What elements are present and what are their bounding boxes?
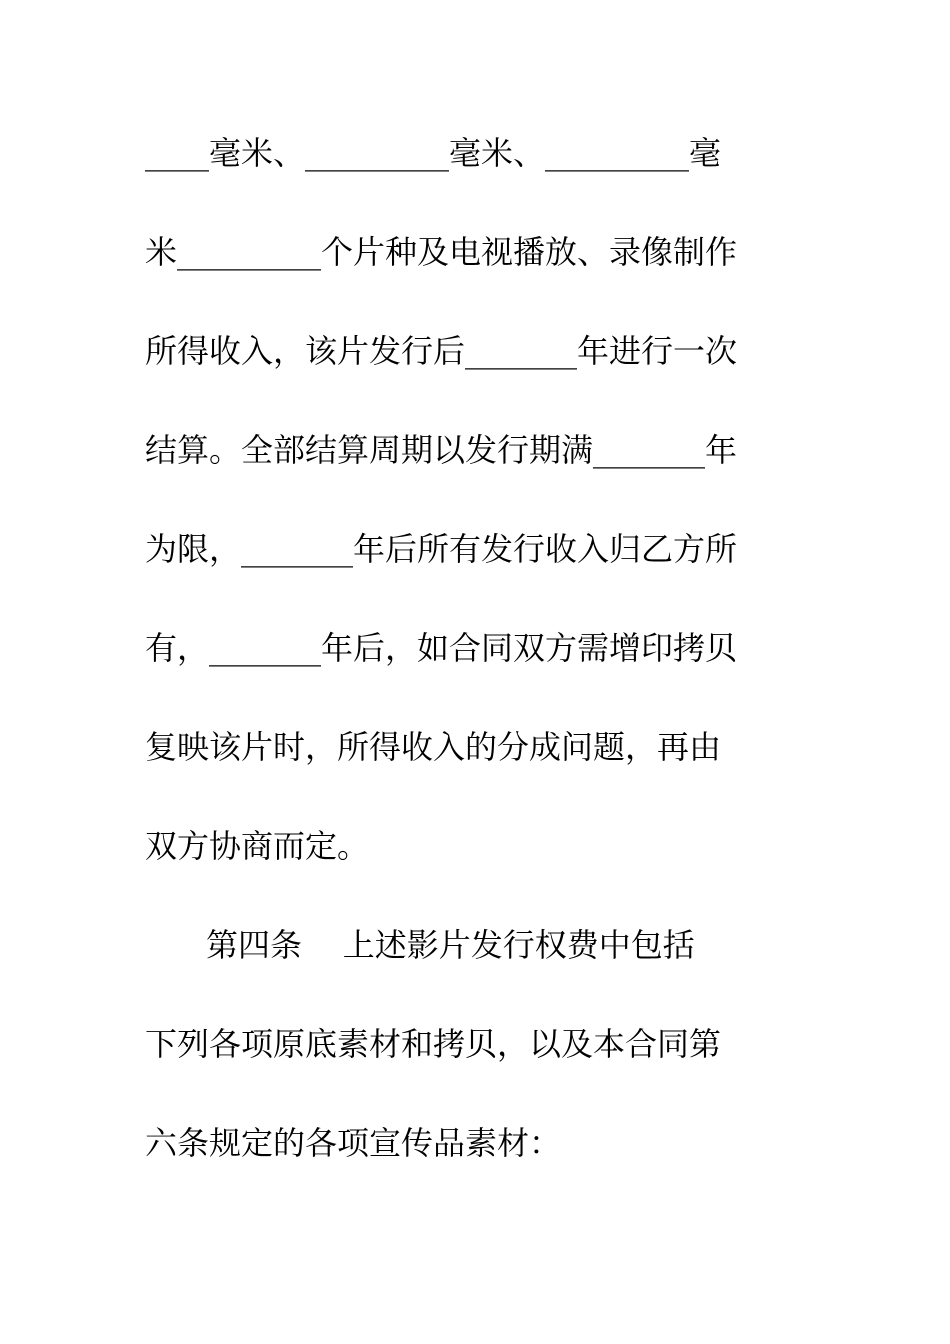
text-line: 双方协商而定。 xyxy=(145,827,370,865)
text-line: 复映该片时，所得收入的分成问题，再由 xyxy=(145,728,722,766)
text-line: 结算。全部结算周期以发行期满_______年 xyxy=(145,431,738,469)
text-line: 所得收入，该片发行后_______年进行一次 xyxy=(145,332,738,370)
text-line: 六条规定的各项宣传品素材： xyxy=(145,1124,562,1162)
article-heading-line: 第四条 上述影片发行权费中包括 xyxy=(145,926,695,964)
text-line: ____毫米、_________毫米、_________毫 xyxy=(145,134,722,172)
text-line: 米_________个片种及电视播放、录像制作 xyxy=(145,233,738,271)
text-line: 下列各项原底素材和拷贝，以及本合同第 xyxy=(145,1025,722,1063)
text-line: 有，_______年后，如合同双方需增印拷贝 xyxy=(145,629,738,667)
text-line: 为限，_______年后所有发行收入归乙方所 xyxy=(145,530,738,568)
